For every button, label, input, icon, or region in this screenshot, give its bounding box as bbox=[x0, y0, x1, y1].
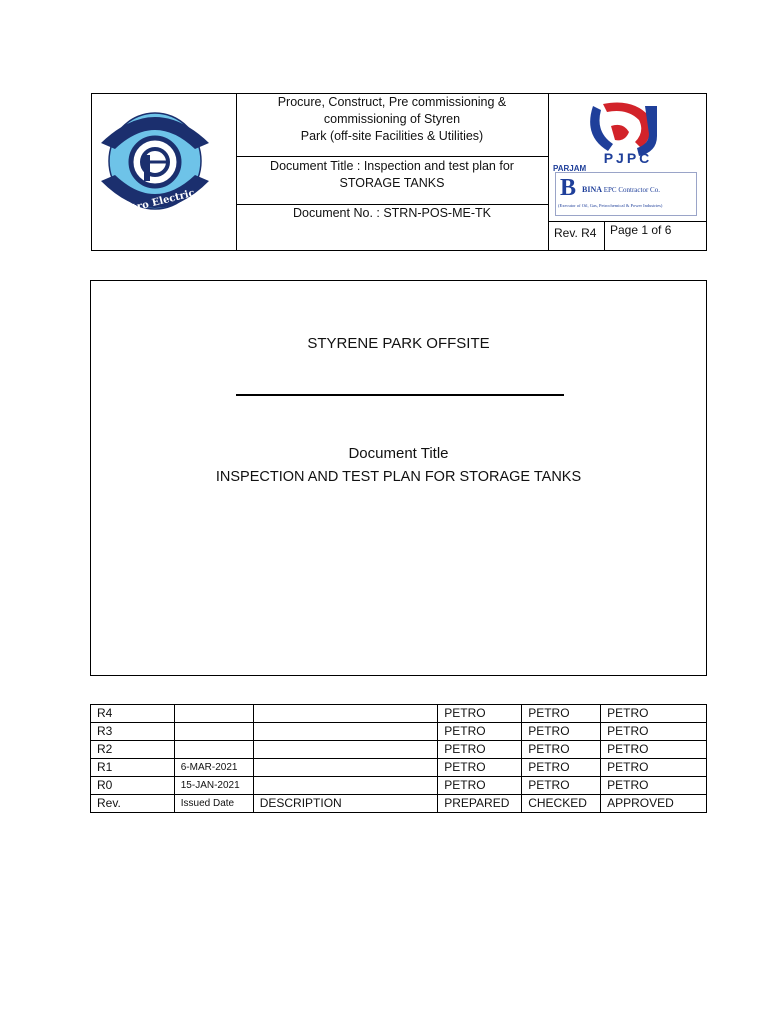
document-number: Document No. : STRN-POS-ME-TK bbox=[293, 206, 491, 220]
petro-electric-logo bbox=[95, 97, 215, 227]
cover-title: INSPECTION AND TEST PLAN FOR STORAGE TANKS bbox=[215, 469, 582, 485]
table-cell: R1 bbox=[91, 759, 175, 777]
bina-name: BINA EPC Contractor Co. bbox=[582, 185, 660, 194]
table-cell: 15-JAN-2021 bbox=[174, 777, 253, 795]
table-cell: PETRO bbox=[438, 723, 522, 741]
table-cell: PETRO bbox=[601, 705, 707, 723]
table-cell: PETRO bbox=[522, 705, 601, 723]
table-cell: R0 bbox=[91, 777, 175, 795]
table-cell: PREPARED bbox=[438, 795, 522, 813]
table-cell: R3 bbox=[91, 723, 175, 741]
pjpc-subbrand: PARJAM bbox=[553, 164, 587, 172]
table-cell bbox=[253, 705, 438, 723]
table-cell: Rev. bbox=[91, 795, 175, 813]
table-cell: PETRO bbox=[438, 705, 522, 723]
table-cell: PETRO bbox=[601, 723, 707, 741]
table-cell bbox=[253, 741, 438, 759]
table-cell bbox=[253, 759, 438, 777]
table-cell: APPROVED bbox=[601, 795, 707, 813]
table-cell: PETRO bbox=[522, 759, 601, 777]
page-label: Page 1 of 6 bbox=[610, 223, 672, 237]
table-row bbox=[91, 759, 707, 777]
revision-table-body bbox=[91, 705, 707, 813]
table-cell bbox=[253, 777, 438, 795]
cover-project-name: STYRENE PARK OFFSITE bbox=[307, 335, 490, 352]
table-cell: PETRO bbox=[438, 777, 522, 795]
table-cell: PETRO bbox=[601, 759, 707, 777]
table-cell: PETRO bbox=[522, 741, 601, 759]
cover-divider bbox=[236, 394, 564, 396]
table-row bbox=[91, 777, 707, 795]
table-row bbox=[91, 723, 707, 741]
table-cell: PETRO bbox=[601, 777, 707, 795]
bina-letter: B bbox=[560, 175, 577, 201]
table-cell bbox=[174, 741, 253, 759]
table-cell: 6-MAR-2021 bbox=[174, 759, 253, 777]
table-row bbox=[91, 705, 707, 723]
cover-title-label: Document Title bbox=[348, 445, 449, 462]
table-cell: R2 bbox=[91, 741, 175, 759]
pjpc-brand: PJPC bbox=[603, 150, 653, 166]
table-cell bbox=[253, 723, 438, 741]
table-cell bbox=[174, 723, 253, 741]
bina-desc: (Executor of Oil, Gas, Petrochemical & Power Industries) bbox=[558, 203, 663, 208]
table-cell bbox=[174, 705, 253, 723]
table-cell: CHECKED bbox=[522, 795, 601, 813]
logo-top-text: پترو الکتریک bbox=[119, 97, 194, 120]
pjpc-logo bbox=[553, 96, 703, 218]
table-cell: DESCRIPTION bbox=[253, 795, 438, 813]
table-cell: PETRO bbox=[522, 777, 601, 795]
logo-bottom-text: Petro Electric bbox=[118, 187, 196, 218]
table-cell: PETRO bbox=[522, 723, 601, 741]
document-title: Document Title : Inspection and test plan for STORAGE TANKS bbox=[270, 159, 514, 190]
table-cell: PETRO bbox=[438, 759, 522, 777]
table-cell: R4 bbox=[91, 705, 175, 723]
revision-label: Rev. R4 bbox=[554, 226, 597, 240]
table-cell: PETRO bbox=[438, 741, 522, 759]
project-title: Procure, Construct, Pre commissioning & commissioning of Styren Park (off-site Facilities & Utilities) bbox=[277, 95, 507, 143]
revision-table bbox=[90, 704, 707, 813]
bina-box bbox=[555, 172, 697, 216]
table-cell: Issued Date bbox=[174, 795, 253, 813]
cover-box bbox=[90, 280, 707, 676]
table-header-row bbox=[91, 795, 707, 813]
table-cell: PETRO bbox=[601, 741, 707, 759]
table-row bbox=[91, 741, 707, 759]
